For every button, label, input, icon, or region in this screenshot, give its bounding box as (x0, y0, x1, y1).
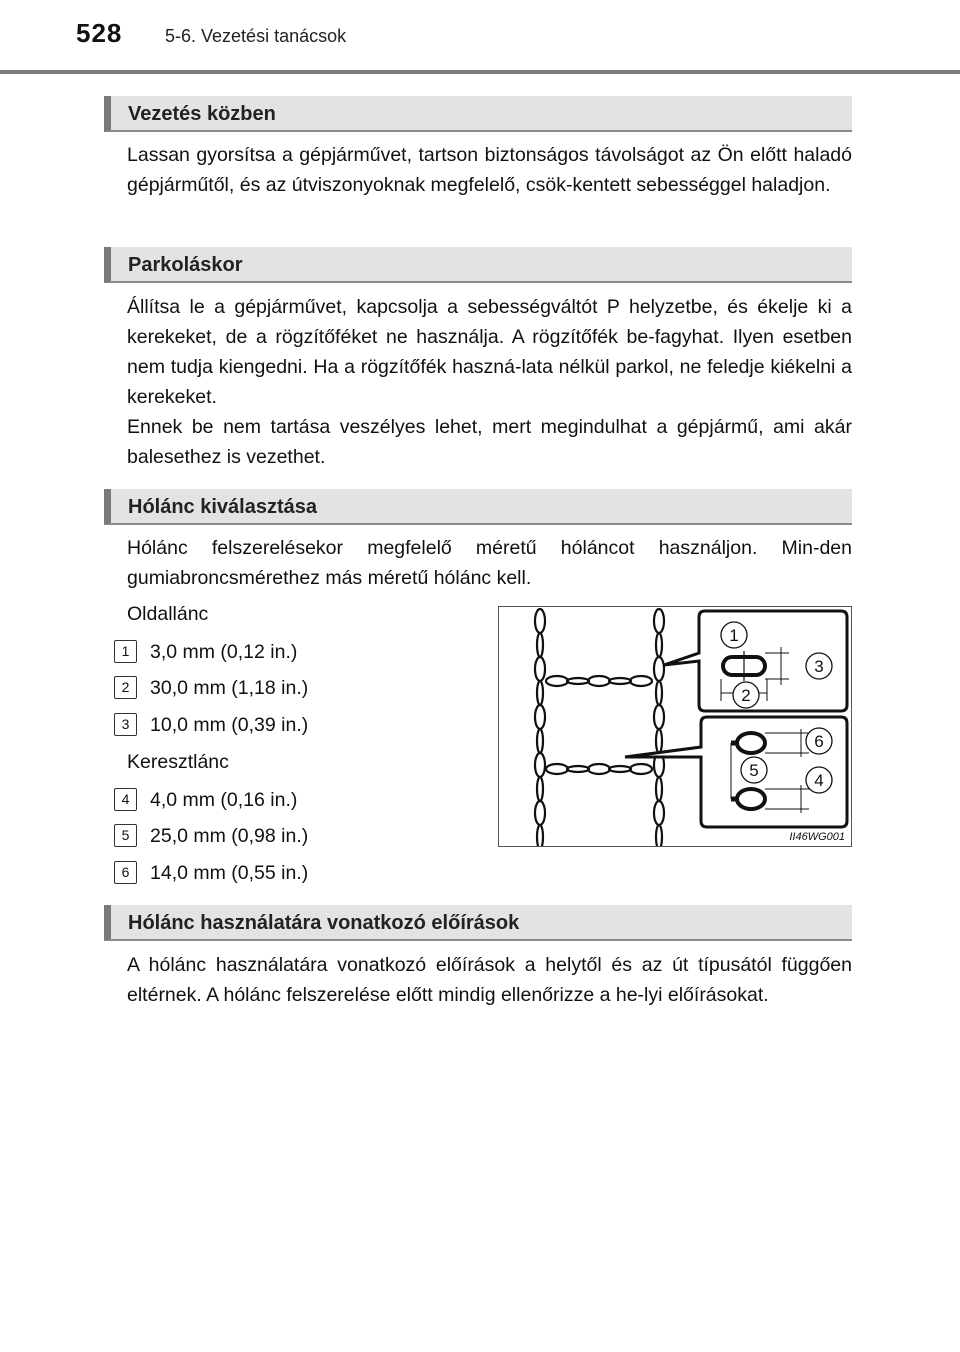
side-chain-label: Oldallánc (127, 603, 209, 625)
callout-4: 4 (814, 771, 824, 790)
vertical-chain-right (654, 609, 664, 846)
callout-number: 3 (114, 713, 137, 736)
spec-item (114, 858, 308, 888)
paragraph-parking-warning: Ennek be nem tartása veszélyes lehet, mert megindulhat a gépjármű, ami akár balesethez is vezethet. (127, 416, 852, 468)
section-heading-label: Hólánc kiválasztása (128, 496, 317, 518)
callout-1: 1 (729, 626, 739, 645)
callout-number: 1 (114, 640, 137, 663)
callout-number: 5 (114, 824, 137, 847)
callout-number: 6 (114, 861, 137, 884)
spec-value: 10,0 mm (0,39 in.) (150, 714, 309, 736)
spec-item (114, 785, 297, 815)
spec-value: 3,0 mm (0,12 in.) (150, 641, 298, 663)
callout-3: 3 (814, 657, 824, 676)
spec-value: 4,0 mm (0,16 in.) (150, 789, 298, 811)
spec-item (114, 637, 297, 667)
spec-value: 30,0 mm (1,18 in.) (150, 677, 309, 699)
spec-item (114, 821, 308, 851)
snow-chain-illustration (499, 607, 851, 846)
paragraph-chain-regulations: A hólánc használatára vonatkozó előírások a helytől és az út típusától függően eltérnek. A hólánc felszerelése előtt mindig ellenőrizze a he-lyi előírásokat. (127, 954, 852, 1006)
paragraph-chain-selection: Hólánc felszerelésekor megfelelő méretű hóláncot használjon. Min-den gumiabroncsmérethez más méretű hólánc kell. (127, 537, 852, 589)
section-heading-chain-selection (104, 489, 852, 525)
spec-item (114, 710, 308, 740)
section-heading-parking (104, 247, 852, 283)
section-heading-label: Parkoláskor (128, 254, 243, 276)
spec-value: 25,0 mm (0,98 in.) (150, 825, 309, 847)
callout-number: 4 (114, 788, 137, 811)
section-heading-label: Vezetés közben (128, 103, 276, 125)
section-heading-driving (104, 96, 852, 132)
spec-value: 14,0 mm (0,55 in.) (150, 862, 309, 884)
section-heading-chain-regulations (104, 905, 852, 941)
vertical-chain-left (535, 609, 545, 846)
cross-chain-upper (546, 676, 652, 686)
spec-item (114, 673, 308, 703)
callout-6: 6 (814, 732, 824, 751)
cross-chain-label: Keresztlánc (127, 751, 229, 773)
callout-5: 5 (749, 761, 759, 780)
callout-number: 2 (114, 676, 137, 699)
page-number: 528 (76, 18, 123, 48)
chapter-title: 5-6. Vezetési tanácsok (165, 26, 347, 46)
paragraph-driving: Lassan gyorsítsa a gépjárművet, tartson biztonságos távolságot az Ön előtt haladó gépjárműtől, és az útviszonyoknak megfelelő, csök-kentett sebességgel haladjon. (127, 144, 852, 196)
paragraph-parking: Állítsa le a gépjárművet, kapcsolja a sebességváltót P helyzetbe, és ékelje ki a kerekeket, de a rögzítőféket ne használja. A rögzítőfék be-fagyhat. Ilyen esetben nem tudja kiengedni. Ha a rögzítőfék haszná-lata nélkül parkol, ne feledje kiékelni a kerekeket. (127, 296, 852, 408)
figure-code: II46WG001 (789, 831, 845, 843)
header-divider (0, 70, 960, 74)
snow-chain-diagram (498, 606, 852, 847)
section-heading-label: Hólánc használatára vonatkozó előírások (128, 912, 520, 934)
cross-chain-lower (546, 764, 652, 774)
callout-2: 2 (741, 686, 751, 705)
